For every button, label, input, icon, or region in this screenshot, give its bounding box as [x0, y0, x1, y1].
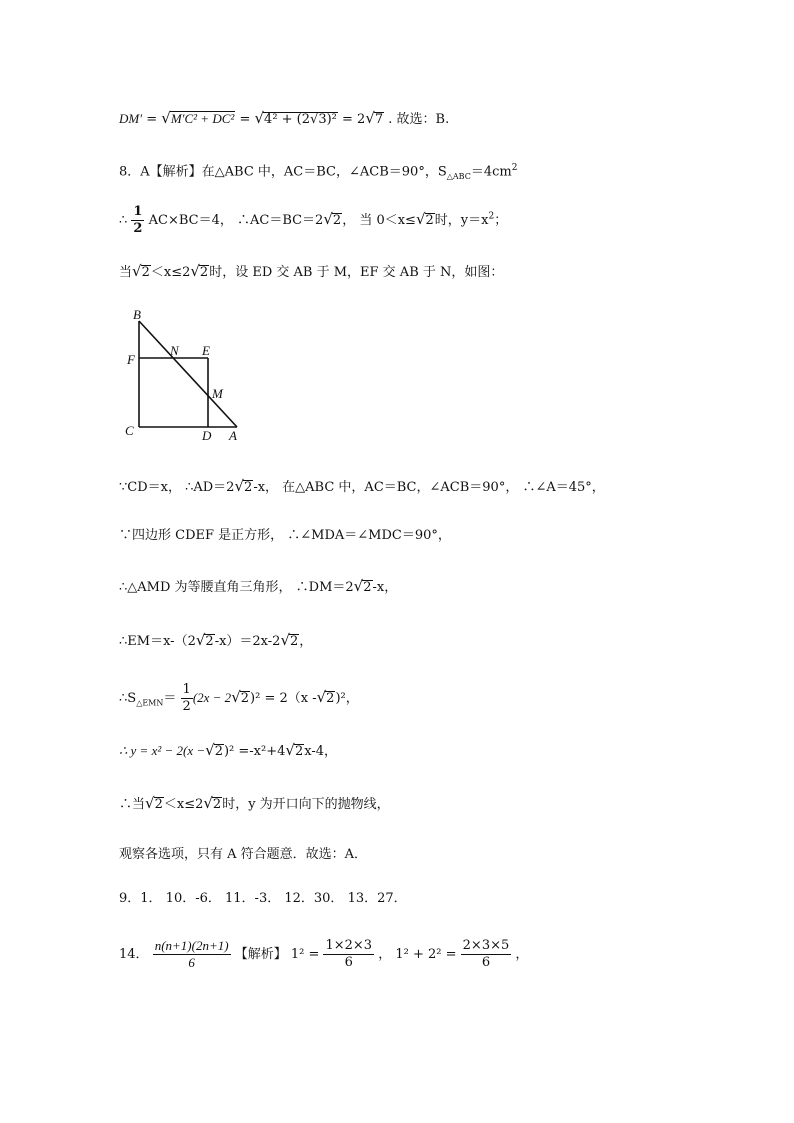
case-two-line: 当√2＜x≤2√2时，设 ED 交 AB 于 M，EF 交 AB 于 N，如图：	[119, 262, 504, 280]
radicand-3: 7	[374, 112, 384, 127]
y-expression-line: ∴ y = x² − 2(x −√2)² =-x²+4√2x-4，	[119, 741, 338, 759]
radicand-1: M′C² + DC²	[170, 111, 235, 126]
conclusion-line: 观察各选项，只有 A 符合题意．故选：A．	[119, 847, 368, 862]
parabola-line: ∴当√2＜x≤2√2时，y 为开口向下的抛物线，	[119, 794, 390, 812]
segment-ba	[139, 321, 237, 427]
label-n: N	[170, 343, 179, 358]
square-line: ∵四边形 CDEF 是正方形， ∴∠MDA＝∠MDC＝90°，	[119, 528, 451, 543]
answers-9-13: 9．1． 10．-6． 11．-3． 12．30． 13．27．	[119, 891, 407, 906]
equation-dm-prime: DM′ = √M′C² + DC² = √4² + (2√3)² = 2√7 . 故选：B.	[119, 109, 450, 127]
equals-1: =	[146, 112, 158, 127]
label-f: F	[127, 352, 135, 367]
dm-prime-label: DM′	[119, 111, 143, 126]
answer-b: . 故选：B.	[388, 112, 450, 127]
half-fraction: $\frac{1}{2}$	[133, 204, 143, 236]
equals-2: =	[239, 112, 251, 127]
problem-8-header: 8．A【解析】在△ABC 中，AC＝BC，∠ACB＝90°，$S_{\triangle ABC}=4cm^2$	[119, 163, 518, 181]
label-a: A	[229, 428, 237, 443]
area-line: $\therefore S_{\triangle EMN}=$ $\frac{1}{2}$ (2x − 2√2)² = 2（x -√2)²，	[119, 682, 359, 714]
label-m: M	[212, 386, 223, 401]
ac-bc-line: ∴ $\frac{1}{2}$ AC×BC＝4， ∴AC＝BC＝2√2， 当 0＜x≤√2时，$y=x^2$；	[119, 204, 508, 236]
radicand-2: 4² + (2√3)²	[264, 112, 337, 127]
label-d: D	[202, 428, 212, 443]
label-e: E	[202, 343, 210, 358]
cd-line: ∵CD＝x， ∴AD＝2√2-x， 在△ABC 中，AC＝BC，∠ACB＝90°， ∴∠A＝45°，	[119, 477, 605, 495]
isosceles-line: ∴△AMD 为等腰直角三角形， ∴DM＝2√2-x，	[119, 577, 398, 595]
em-line: ∴EM＝x-（2√2-x）＝2x-2√2，	[119, 631, 313, 649]
label-c: C	[125, 423, 134, 438]
problem-14: 14． $\frac{n(n+1)(2n+1)}{6}$ 【解析】 1² = $\frac{1\times 2\times 3}{6}$ ， 1² + 2² = $\frac{2\times 3\times 5}{6}$ ，	[119, 938, 529, 970]
equals-3: = 2	[342, 112, 366, 127]
geometry-diagram	[119, 305, 259, 450]
label-b: B	[133, 307, 141, 322]
